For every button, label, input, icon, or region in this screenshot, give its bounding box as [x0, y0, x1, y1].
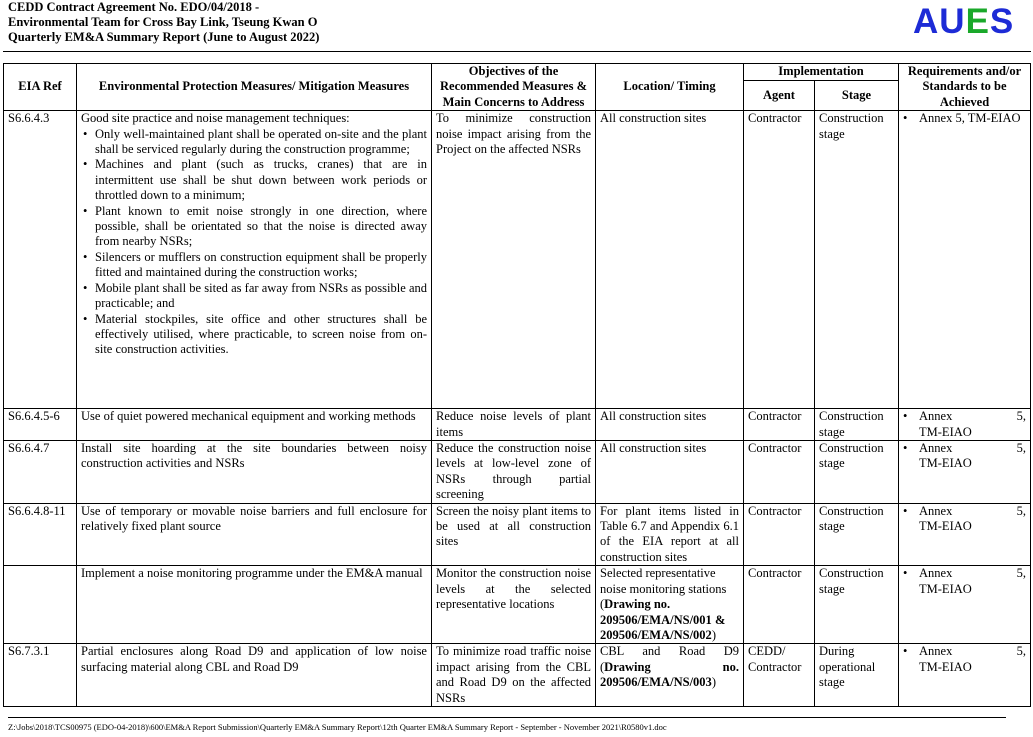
objective-cell: To minimize road traffic noise impact arising from the CBL and Road D9 on the affected NSRs — [432, 644, 596, 707]
measure-cell: Use of temporary or movable noise barriers and full enclosure for relatively fixed plant source — [77, 503, 432, 566]
requirement-cell — [899, 111, 1031, 409]
measure-bullet: • Only well-maintained plant shall be operated on-site and the plant shall be serviced regularly during the construction programme; — [95, 127, 427, 158]
eia-ref-cell: S6.6.4.8-11 — [4, 503, 77, 566]
location-text: Selected representative noise monitoring stations ( — [600, 566, 727, 612]
mitigation-measures-table — [3, 63, 1031, 707]
drawing-reference: Drawing no. 209506/EMA/NS/003 — [600, 659, 739, 690]
header-rule — [3, 51, 1031, 52]
table-row — [4, 441, 1031, 504]
logo-e: E — [965, 2, 990, 41]
location-close: ) — [711, 627, 716, 642]
location-cell — [596, 644, 744, 707]
table-row — [4, 111, 1031, 409]
bullet-icon: • — [903, 111, 908, 126]
requirement-number: 5, — [1016, 644, 1027, 659]
drawing-reference: 209506/EMA/NS/002 — [600, 627, 712, 642]
requirement-cell — [899, 409, 1031, 441]
aues-logo — [913, 2, 1014, 42]
requirement-annex: Annex — [919, 441, 953, 456]
location-text: CBL and Road D9 ( — [600, 644, 739, 674]
stage-cell: Construction stage — [815, 111, 899, 409]
agent-cell: Contractor — [744, 409, 815, 441]
measure-bullets — [81, 127, 427, 358]
location-cell: All construction sites — [596, 111, 744, 409]
measure-cell: Implement a noise monitoring programme under the EM&A manual — [77, 566, 432, 644]
header-objectives: Objectives of the Recommended Measures & Main Concerns to Address — [432, 64, 596, 111]
drawing-reference: Drawing no. 209506/EMA/NS/001 — [600, 597, 712, 627]
requirement-tm: TM-EIAO — [919, 659, 972, 674]
stage-cell: Construction stage — [815, 566, 899, 644]
measure-cell: Use of quiet powered mechanical equipment and working methods — [77, 409, 432, 441]
table-row — [4, 644, 1031, 707]
location-cell: For plant items listed in Table 6.7 and Appendix 6.1 of the EIA report at all construction sites — [596, 503, 744, 566]
requirement-cell — [899, 644, 1031, 707]
header-measures: Environmental Protection Measures/ Mitigation Measures — [77, 64, 432, 111]
bullet-icon: • — [903, 441, 908, 456]
eia-ref-cell: S6.6.4.3 — [4, 111, 77, 409]
requirement-cell — [899, 441, 1031, 504]
agent-cell: Contractor — [744, 503, 815, 566]
measure-cell: Install site hoarding at the site boundaries between noisy construction activities and NSRs — [77, 441, 432, 504]
bullet-icon: • — [903, 503, 908, 518]
agent-cell: Contractor — [744, 111, 815, 409]
requirement-number: 5, — [1016, 409, 1027, 424]
contract-line: CEDD Contract Agreement No. EDO/04/2018 - — [8, 0, 260, 14]
agent-cell: CEDD/ Contractor — [744, 644, 815, 707]
eia-ref-cell: S6.6.4.7 — [4, 441, 77, 504]
location-cell: All construction sites — [596, 409, 744, 441]
stage-cell: Construction stage — [815, 409, 899, 441]
measure-bullet: • Plant known to emit noise strongly in one direction, where possible, shall be orientated so that the noise is directed away from nearby NSRs; — [95, 204, 427, 250]
requirement-annex: Annex — [919, 503, 953, 518]
header-eia-ref: EIA Ref — [4, 64, 77, 111]
requirement-tm: TM-EIAO — [919, 456, 972, 471]
requirement-cell — [899, 566, 1031, 644]
header-agent: Agent — [744, 80, 815, 111]
stage-cell: Construction stage — [815, 503, 899, 566]
logo-au: AU — [913, 2, 966, 41]
measure-intro: Good site practice and noise management techniques: — [81, 111, 350, 126]
objective-cell: Reduce the construction noise levels at low-level zone of NSRs through partial screening — [432, 441, 596, 504]
location-close: ) — [711, 675, 716, 690]
requirement-annex: Annex — [919, 644, 953, 659]
table-row — [4, 503, 1031, 566]
header-stage: Stage — [815, 80, 899, 111]
measure-bullet: • Silencers or mufflers on construction equipment shall be properly fitted and maintained during the construction works; — [95, 250, 427, 281]
bullet-icon: • — [903, 566, 908, 581]
measure-cell: Partial enclosures along Road D9 and application of low noise surfacing material along CBL and Road D9 — [77, 644, 432, 707]
footer-file-path: Z:\Jobs\2018\TCS00975 (EDO-04-2018)\600\EM&A Report Submission\Quarterly EM&A Summary Report\12th Quarter EM&A Summary Report - September - November 2021\R0580v1.doc — [8, 722, 667, 732]
location-cell — [596, 566, 744, 644]
drawing-joiner: & — [711, 612, 726, 627]
measure-cell — [77, 111, 432, 409]
requirement-tm: TM-EIAO — [919, 424, 972, 439]
measure-bullet: • Machines and plant (such as trucks, cranes) that are in intermittent use shall be shut down between work periods or throttled down to a minimum; — [95, 157, 427, 203]
location-cell: All construction sites — [596, 441, 744, 504]
requirement-number: 5, — [1016, 566, 1027, 581]
requirement-cell — [899, 503, 1031, 566]
document-header — [8, 0, 319, 45]
stage-cell: Construction stage — [815, 441, 899, 504]
team-line: Environmental Team for Cross Bay Link, Tseung Kwan O — [8, 15, 318, 29]
report-title-line: Quarterly EM&A Summary Report (June to August 2022) — [8, 30, 320, 44]
header-requirements: Requirements and/or Standards to be Achieved — [899, 64, 1031, 111]
requirement-number: 5, — [1016, 503, 1027, 518]
bullet-icon: • — [903, 409, 908, 424]
requirement-annex: Annex — [919, 409, 953, 424]
bullet-icon: • — [903, 644, 908, 659]
requirement-annex: Annex — [919, 566, 953, 581]
requirement-tm: TM-EIAO — [919, 581, 972, 596]
objective-cell: Monitor the construction noise levels at the selected representative locations — [432, 566, 596, 644]
objective-cell: To minimize construction noise impact arising from the Project on the affected NSRs — [432, 111, 596, 409]
requirement-number: 5, — [1016, 441, 1027, 456]
eia-ref-cell: S6.6.4.5-6 — [4, 409, 77, 441]
requirement-tm: TM-EIAO — [919, 519, 972, 534]
footer-rule — [8, 717, 1006, 718]
header-implementation: Implementation — [744, 64, 899, 81]
objective-cell: Screen the noisy plant items to be used at all construction sites — [432, 503, 596, 566]
logo-s: S — [989, 2, 1015, 41]
measure-bullet: • Material stockpiles, site office and other structures shall be effectively utilised, where practicable, to screen noise from on-site construction activities. — [95, 312, 427, 358]
eia-ref-cell — [4, 566, 77, 644]
table-row — [4, 566, 1031, 644]
requirement-text: Annex 5, TM-EIAO — [919, 111, 1021, 126]
header-location: Location/ Timing — [596, 64, 744, 111]
stage-cell: During operational stage — [815, 644, 899, 707]
objective-cell: Reduce noise levels of plant items — [432, 409, 596, 441]
agent-cell: Contractor — [744, 441, 815, 504]
agent-cell: Contractor — [744, 566, 815, 644]
measure-bullet: • Mobile plant shall be sited as far away from NSRs as possible and practicable; and — [95, 281, 427, 312]
eia-ref-cell: S6.7.3.1 — [4, 644, 77, 707]
table-row — [4, 409, 1031, 441]
